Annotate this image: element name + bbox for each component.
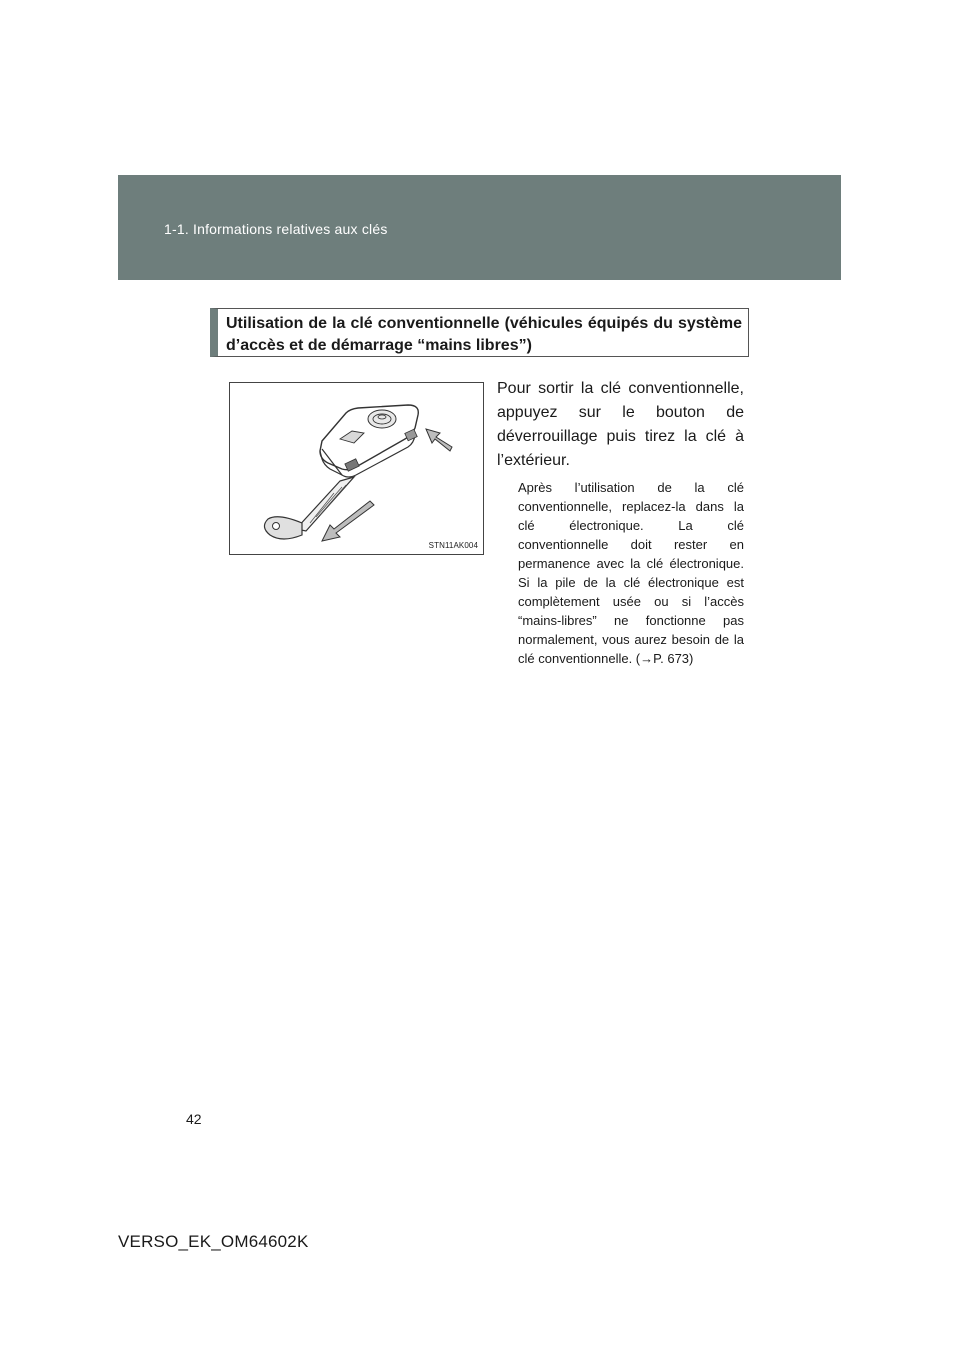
section-title: Utilisation de la clé conventionnelle (véhicules équipés du système d’accès et de démarrage “mains libres”) xyxy=(226,315,742,354)
key-illustration xyxy=(229,382,484,555)
main-instruction: Pour sortir la clé conventionnelle, appuyez sur le bouton de déverrouillage puis tirez la clé à l’extérieur. xyxy=(497,380,744,469)
section-title-box xyxy=(210,308,749,357)
push-arrow-icon xyxy=(426,429,452,451)
header-band xyxy=(118,175,841,280)
page-number: 42 xyxy=(186,1111,202,1127)
pull-arrow-icon xyxy=(322,501,374,541)
electronic-key-icon xyxy=(320,405,418,477)
figure-code: STN11AK004 xyxy=(428,541,478,550)
section-label: 1-1. Informations relatives aux clés xyxy=(164,221,388,237)
key-illustration-svg xyxy=(230,383,483,554)
note-paragraph: Après l’utilisation de la clé conventionnelle, replacez-la dans la clé électronique. La clé conventionnelle doit rester en permanence avec la clé électronique. Si la pile de la clé électronique est complètement usée ou si l’accès “mains-libres” ne fonctionne pas normalement, vous aurez besoin de la clé conventionnelle. (→P. 673) xyxy=(518,480,744,666)
document-code: VERSO_EK_OM64602K xyxy=(118,1232,309,1251)
